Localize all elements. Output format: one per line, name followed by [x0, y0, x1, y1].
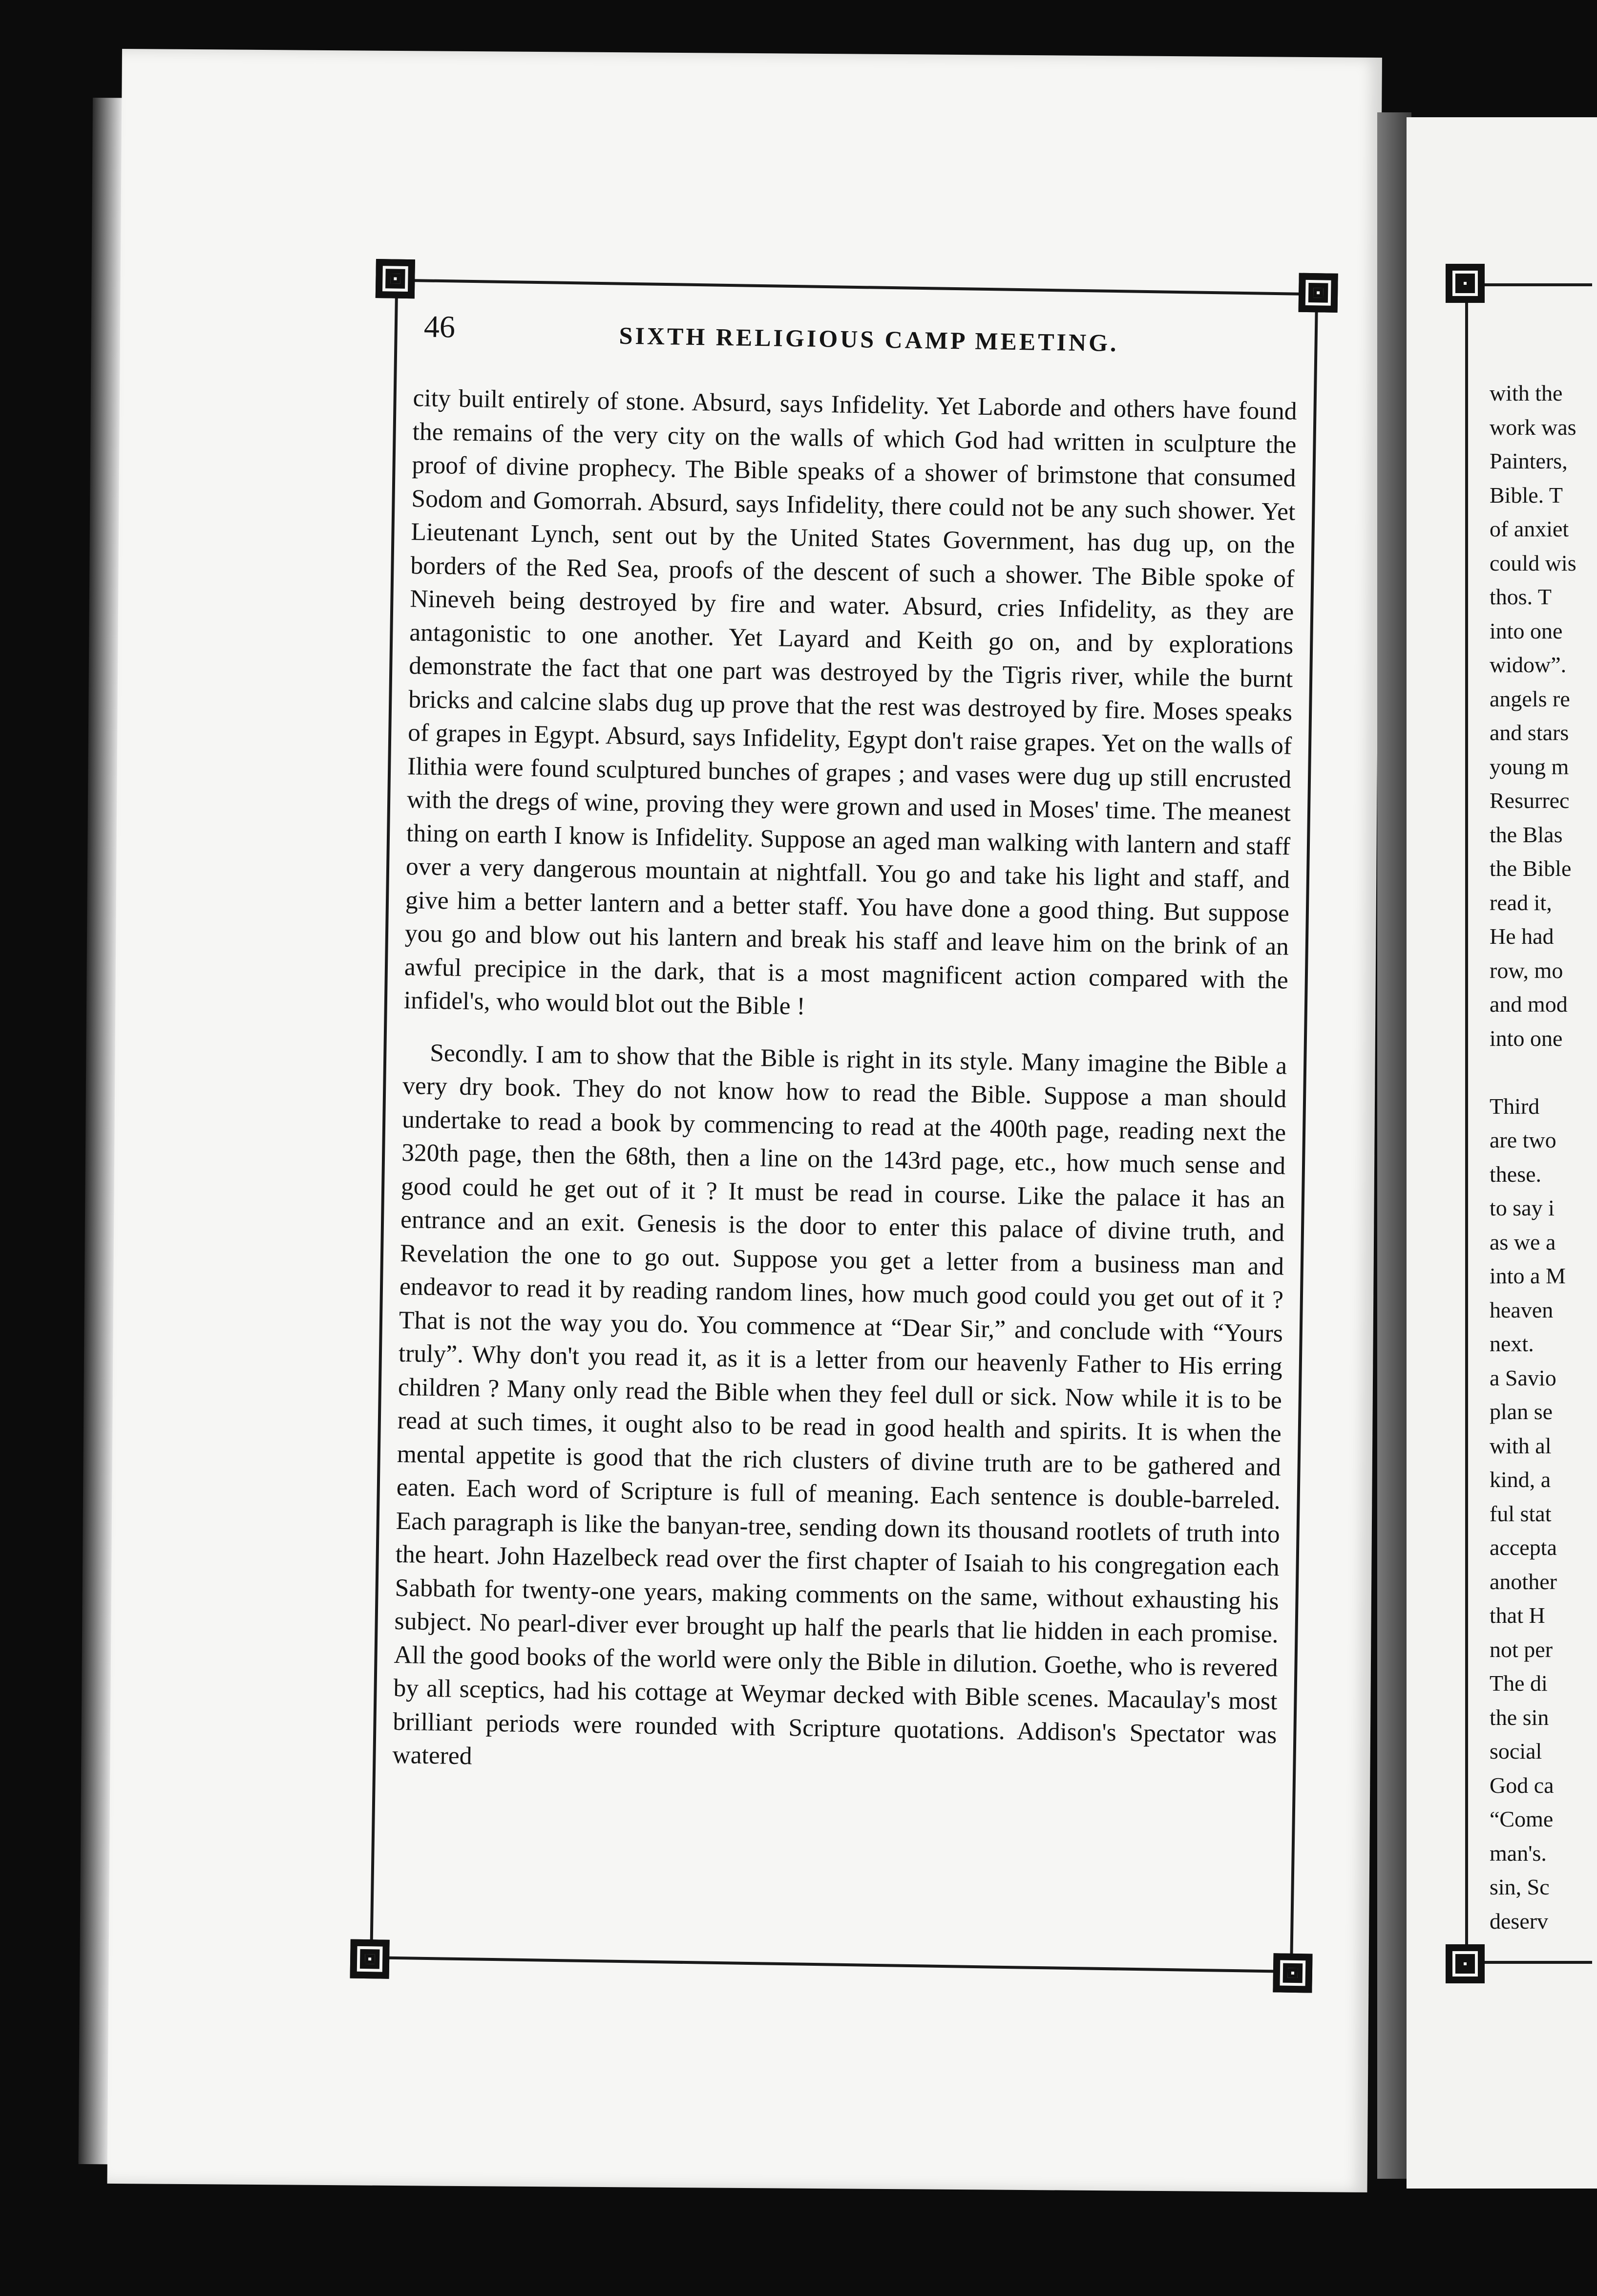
facing-page-line: angels re — [1490, 686, 1570, 711]
facing-page-line: Bible. T — [1490, 482, 1563, 508]
frame-rule-top — [1475, 283, 1592, 286]
facing-page-line: that H — [1490, 1603, 1545, 1628]
facing-page-line: Painters, — [1490, 448, 1568, 473]
facing-page-line: He had — [1490, 924, 1554, 949]
paragraph: Secondly. I am to show that the Bible is right in its style. Many imagine the Bible a very dry book. They do not know how to read the Bible. Suppose a man should undertake to read a book by commencing to read at the 400th page, reading next the 320th page, then the 68th, then a line on the 143rd page, etc., how much sense and good could he get out of it ? It must be read in course. Like the palace it has an entrance and an exit. Genesis is the door to enter this palace of divine truth, and Revelation the one to go out. Suppose you get a letter from a business man and endeavor to read it by reading random lines, how much good could you get out of it ? That is not the way you do. You commence at “Dear Sir,” and conclude with “Yours truly”. Why don't you read it, as it is a letter from our heavenly Father to His erring children ? Many only read the Bible when they feel dull or sick. Now while it is to be read at such times, it ought also to be read in good health and spirits. It is when the mental appetite is good that the rich clusters of divine truth are to be gathered and eaten. Each word of Scripture is full of meaning. Each sentence is double-barreled. Each paragraph is like the banyan-tree, sending down its thousand rootlets of truth into the heart. John Hazelbeck read over the first chapter of Isaiah to his congregation each Sabbath for twenty-one years, making comments on the same, without exhausting his subject. No pearl-diver ever brought up half the pearls that lie hidden in each promise. All the good books of the world were only the Bible in dilution. Goethe, who is revered by all sceptics, had his cottage at Weymar decked with Bible scenes. Macaulay's most brilliant periods were rounded with Scripture quotations. Addison's Spectator was watered — [392, 1039, 1287, 1770]
facing-page-line: with al — [1490, 1433, 1552, 1458]
facing-page-line: as we a — [1490, 1229, 1556, 1254]
facing-page-line: the Bible — [1490, 856, 1572, 881]
frame-rule-top — [385, 278, 1328, 296]
facing-page-line: these. — [1490, 1161, 1542, 1187]
facing-page-line: ful stat — [1490, 1501, 1552, 1526]
facing-page-line: with the — [1490, 381, 1563, 405]
facing-page-line: the Blas — [1490, 822, 1563, 847]
facing-page-line: thos. T — [1490, 584, 1552, 609]
corner-ornament-icon — [376, 259, 415, 298]
running-head: SIXTH RELIGIOUS CAMP MEETING. — [619, 321, 1119, 357]
facing-page-line: kind, a — [1490, 1467, 1551, 1492]
facing-page-line: into a M — [1490, 1263, 1566, 1288]
frame-rule-bottom — [1475, 1961, 1592, 1964]
facing-page-line: a Savio — [1490, 1365, 1556, 1390]
facing-page-line: social — [1490, 1739, 1542, 1764]
corner-ornament-icon — [1446, 264, 1485, 303]
corner-ornament-icon — [1273, 1953, 1312, 1993]
facing-page-line: “Come — [1490, 1807, 1554, 1831]
facing-page-line: not per — [1490, 1637, 1553, 1662]
facing-page-line: of anxiet — [1490, 516, 1569, 541]
corner-ornament-icon — [1299, 273, 1338, 313]
facing-page-line: accepta — [1490, 1535, 1557, 1560]
facing-page-line: read it, — [1490, 890, 1552, 915]
frame-rule-bottom — [360, 1956, 1303, 1973]
page-number: 46 — [423, 309, 456, 344]
facing-page-line: and mod — [1490, 992, 1568, 1017]
facing-page-line: God ca — [1490, 1772, 1554, 1798]
facing-page-text — [1490, 376, 1576, 1938]
facing-page-line: young m — [1490, 754, 1569, 779]
paragraph-gap — [1490, 1055, 1576, 1089]
paragraph: city built entirely of stone. Absurd, says Infidelity. Yet Laborde and others have found the remains of the very city on the walls of which God had written in sculpture the proof of divine prophecy. The Bible speaks of a shower of brimstone that consumed Sodom and Gomorrah. Absurd, says Infidelity, there could not be any such shower. Yet Lieutenant Lynch, sent out by the United States Government, has dug up, on the borders of the Red Sea, proofs of the descent of such a shower. The Bible spoke of Nineveh being destroyed by fire and water. Absurd, cries Infidelity, as they are antagonistic to one another. Yet Layard and Keith go on, and by explorations demonstrate the fact that one part was destroyed by the Tigris river, while the burnt bricks and calcine slabs dug up prove that the rest was destroyed by fire. Moses speaks of grapes in Egypt. Absurd, says Infidelity, Egypt don't raise grapes. Yet on the walls of Ilithia were found sculptured bunches of grapes ; and vases were dug up still encrusted with the dregs of wine, proving they were grown and used in Moses' time. The meanest thing on earth I know is Infidelity. Suppose an aged man walking with lantern and staff over a very dangerous mountain at nightfall. You go and take his light and staff, and give him a better lantern and a better staff. You have done a good thing. But suppose you go and blow out his lantern and break his staff and leave him on the brink of an awful precipice in the dark, that is a most magnificent action compared with the infidel's, who would blot out the Bible ! — [403, 384, 1297, 1020]
facing-page-line: and stars — [1490, 720, 1569, 745]
facing-page-line: plan se — [1490, 1399, 1553, 1424]
facing-page-line: widow”. — [1490, 652, 1567, 677]
facing-page-line: heaven — [1490, 1297, 1554, 1322]
corner-ornament-icon — [1446, 1944, 1485, 1983]
facing-page-line: work was — [1490, 414, 1576, 440]
facing-page-line: row, mo — [1490, 957, 1563, 983]
facing-page-line: Third — [1490, 1093, 1540, 1119]
facing-page-line: another — [1490, 1569, 1557, 1594]
page-header — [414, 303, 1299, 375]
facing-page-line: to say i — [1490, 1195, 1555, 1220]
facing-page-line: deserv — [1490, 1908, 1549, 1934]
facing-page-line: sin, Sc — [1490, 1874, 1550, 1899]
facing-page-line: are two — [1490, 1127, 1556, 1152]
body-text — [392, 382, 1297, 1786]
facing-page-line: into one — [1490, 618, 1563, 643]
frame-rule-left — [1465, 293, 1468, 1954]
facing-page-line: the sin — [1490, 1704, 1549, 1730]
facing-page-line: into one — [1490, 1025, 1563, 1051]
page-frame — [350, 259, 1338, 1993]
facing-page-line: The di — [1490, 1671, 1548, 1696]
facing-page-line: next. — [1490, 1331, 1534, 1356]
corner-ornament-icon — [350, 1939, 390, 1979]
facing-page-line: man's. — [1490, 1840, 1547, 1866]
facing-page-line: could wis — [1490, 550, 1576, 575]
facing-page-frame — [1446, 264, 1592, 1978]
facing-page-line: Resurrec — [1490, 788, 1570, 813]
